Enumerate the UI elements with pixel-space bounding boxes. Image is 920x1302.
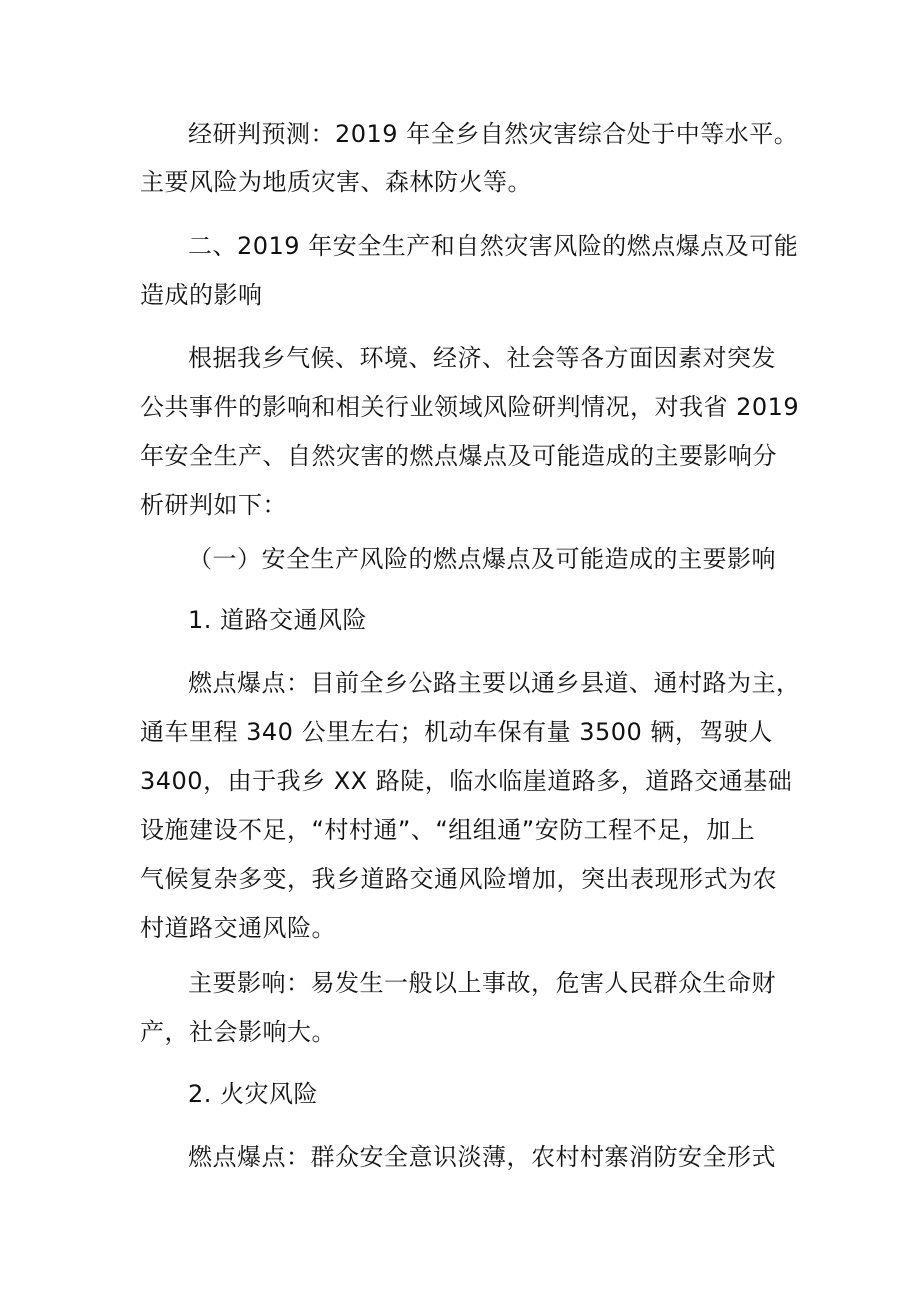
heading-line: 造成的影响 <box>140 281 263 309</box>
text-line: 燃点爆点：目前全乡公路主要以通乡县道、通村路为主， <box>188 669 801 697</box>
subsection-heading-1: （一）安全生产风险的燃点爆点及可能造成的主要影响 <box>188 545 776 573</box>
item-heading-road-traffic: 1. 道路交通风险 <box>188 606 368 634</box>
heading-line: 二、2019 年安全生产和自然灾害风险的燃点爆点及可能 <box>188 232 799 260</box>
text-line: 根据我乡气候、环境、经济、社会等各方面因素对突发 <box>188 344 776 372</box>
text-line: 3400，由于我乡 XX 路陡，临水临崖道路多，道路交通基础 <box>140 767 793 795</box>
text-line: 通车里程 340 公里左右；机动车保有量 3500 辆，驾驶人 <box>140 718 773 746</box>
text-line: 产，社会影响大。 <box>140 1018 336 1046</box>
text-line: 公共事件的影响和相关行业领域风险研判情况，对我省 2019 <box>140 393 800 421</box>
text-line: 年安全生产、自然灾害的燃点爆点及可能造成的主要影响分 <box>140 442 777 470</box>
text-line: 经研判预测：2019 年全乡自然灾害综合处于中等水平。 <box>188 120 799 148</box>
text-line: 主要影响：易发生一般以上事故，危害人民群众生命财 <box>188 969 776 997</box>
text-line: 村道路交通风险。 <box>140 914 336 942</box>
text-line: 主要风险为地质灾害、森林防火等。 <box>140 168 532 196</box>
item-heading-fire: 2. 火灾风险 <box>188 1080 319 1108</box>
text-line: 析研判如下： <box>140 491 287 519</box>
text-line: 燃点爆点：群众安全意识淡薄，农村村寨消防安全形式 <box>188 1143 776 1171</box>
text-line: 气候复杂多变，我乡道路交通风险增加，突出表现形式为农 <box>140 865 777 893</box>
text-line: 设施建设不足，“村村通”、“组组通”安防工程不足，加上 <box>140 816 756 844</box>
